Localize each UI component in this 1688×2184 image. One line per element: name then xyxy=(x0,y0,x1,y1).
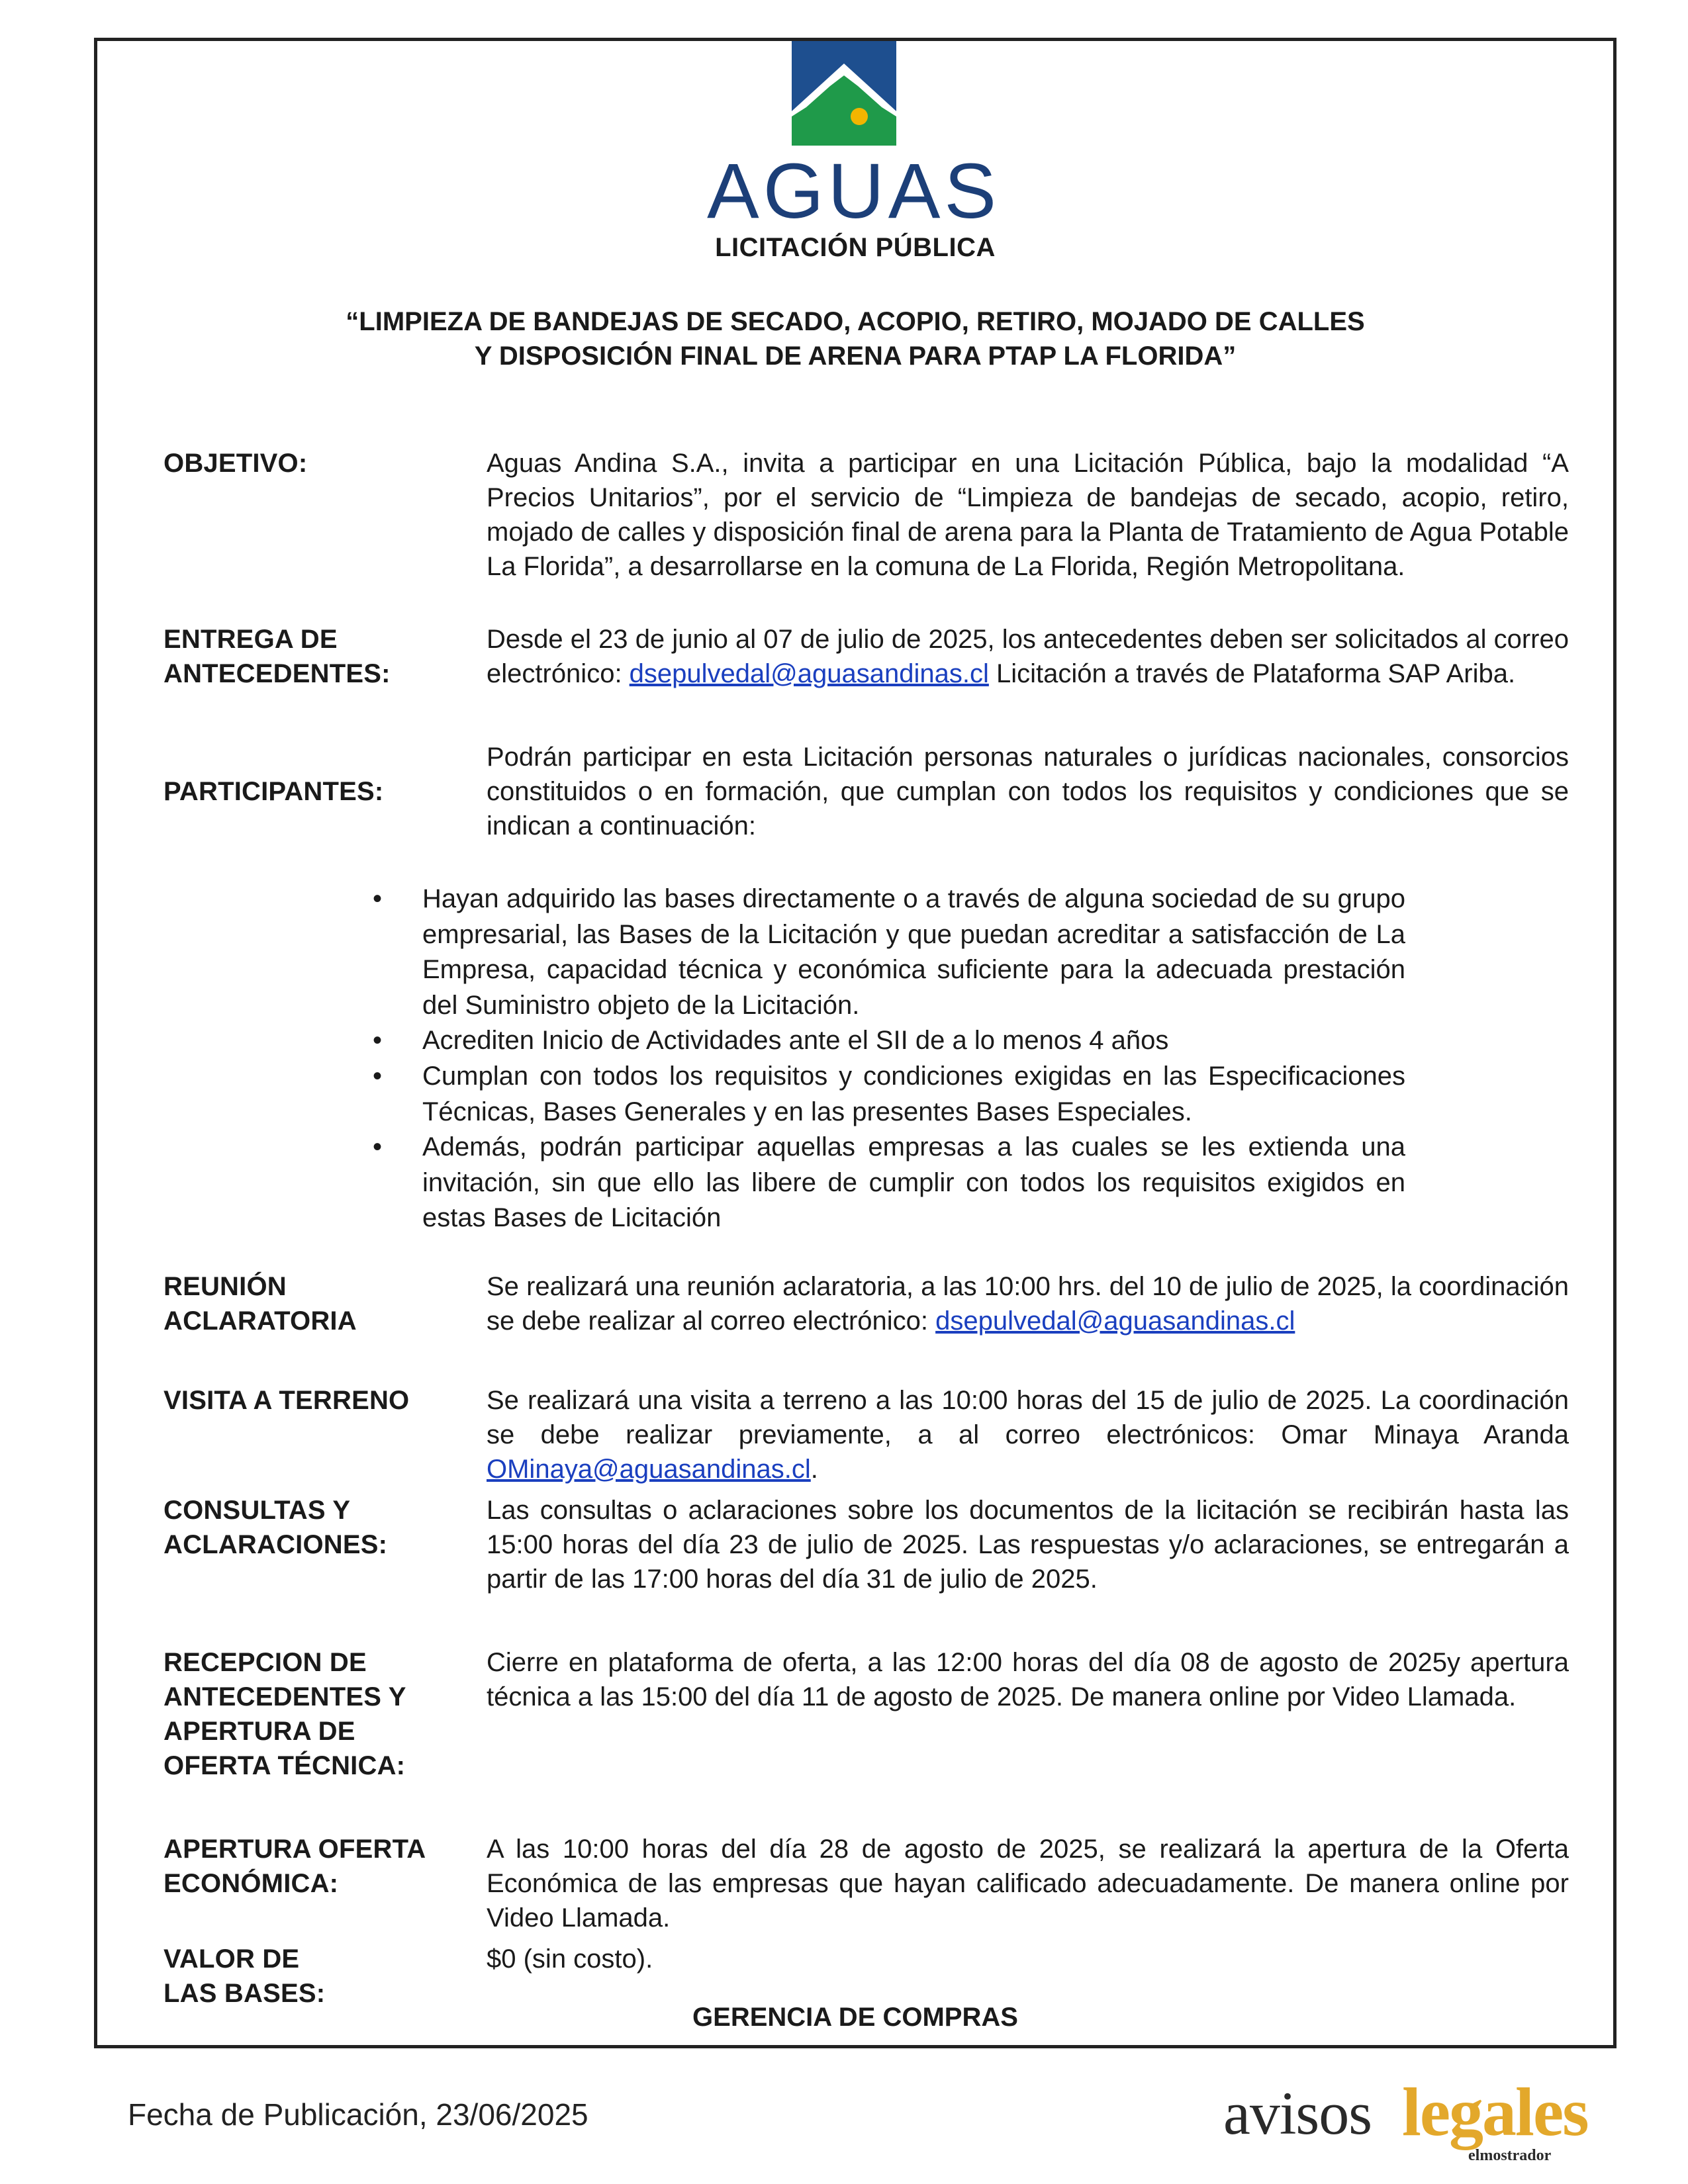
section-label xyxy=(164,1493,468,1562)
label-line: OFERTA TÉCNICA: xyxy=(164,1751,406,1780)
signature: GERENCIA DE COMPRAS xyxy=(692,2003,1018,2032)
section-text: Podrán participar en esta Licitación personas naturales o jurídicas nacionales, consorcios constituidos o en formación, que cumplan con todos los requisitos y condiciones que se indican a continuación: xyxy=(487,743,1569,841)
label-line: PARTICIPANTES: xyxy=(164,777,384,806)
section-label xyxy=(164,1645,468,1783)
section-text: Cierre en plataforma de oferta, a las 12:00 horas del día 08 de agosto de 2025y apertura técnica a las 15:00 del día 11 de agosto de 2025. De manera online por Video Llamada. xyxy=(487,1648,1569,1711)
brand-part-avisos: avisos xyxy=(1223,2079,1372,2147)
text-segment: Se realizará una reunión aclaratoria, a las 10:00 hrs. del 10 de julio de 2025, la coordinación se debe realizar al correo electrónico: xyxy=(487,1272,1569,1336)
publication-date: Fecha de Publicación, 23/06/2025 xyxy=(128,2097,588,2132)
label-line: VALOR DE xyxy=(164,1944,300,1974)
email-link[interactable]: OMinaya@aguasandinas.cl xyxy=(487,1455,811,1484)
section-label xyxy=(164,622,468,691)
section-text xyxy=(487,622,1569,691)
label-line: APERTURA OFERTA xyxy=(164,1835,426,1864)
text-segment: Licitación a través de Plataforma SAP Ariba. xyxy=(988,659,1516,688)
text-segment: Se realizará una visita a terreno a las 10:00 horas del 15 de julio de 2025. La coordinación se debe realizar previamente, a al correo electrónicos: Omar Minaya Aranda xyxy=(487,1386,1569,1449)
email-link[interactable]: dsepulvedal@aguasandinas.cl xyxy=(629,659,989,688)
label-line: REUNIÓN xyxy=(164,1272,287,1301)
email-link[interactable]: dsepulvedal@aguasandinas.cl xyxy=(935,1306,1295,1336)
label-line: ENTREGA DE xyxy=(164,625,338,654)
section-label xyxy=(164,1269,468,1338)
list-item: • Cumplan con todos los requisitos y condiciones exigidas en las Especificaciones Técnicas, Bases Generales y en las presentes Bases Especiales. xyxy=(373,1059,1405,1130)
aguas-logo-mark xyxy=(707,38,985,151)
section-text xyxy=(487,1383,1569,1486)
list-item: • Además, podrán participar aquellas empresas a las cuales se les extienda una invitación, sin que ello las libere de cumplir con todos los requisitos exigidos en estas Bases de Licitación xyxy=(373,1130,1405,1236)
section-text: $0 (sin costo). xyxy=(487,1944,653,1974)
label-line: APERTURA DE xyxy=(164,1717,355,1746)
section-text: A las 10:00 horas del día 28 de agosto de 2025, se realizará la apertura de la Oferta Económica de las empresas que hayan calificado adecuadamente. De manera online por Video Llamada. xyxy=(487,1835,1569,1933)
aguas-logo xyxy=(707,38,1001,235)
section-text: Las consultas o aclaraciones sobre los documentos de la licitación se recibirán hasta las 15:00 horas del día 23 de julio de 2025. Las respuestas y/o aclaraciones, se entregarán a partir de las 17:00 horas del día 31 de julio de 2025. xyxy=(487,1496,1569,1594)
label-line: CONSULTAS Y xyxy=(164,1496,351,1525)
tender-title-line-1: “LIMPIEZA DE BANDEJAS DE SECADO, ACOPIO, RETIRO, MOJADO DE CALLES xyxy=(346,307,1365,336)
text-segment: . xyxy=(810,1455,818,1484)
brand-part-legales: legales xyxy=(1402,2074,1588,2150)
avisos-legales-logo xyxy=(1223,2074,1588,2164)
list-item: • Hayan adquirido las bases directamente o a través de alguna sociedad de su grupo empresarial, las Bases de la Licitación y que puedan acreditar a satisfacción de La Empresa, capacidad técnica y económica suficiente para la adecuada prestación del Suministro objeto de la Licitación. xyxy=(373,882,1405,1023)
label-line: OBJETIVO: xyxy=(164,449,308,478)
label-line: ACLARATORIA xyxy=(164,1306,357,1336)
document-type: LICITACIÓN PÚBLICA xyxy=(715,233,996,262)
label-line: LAS BASES: xyxy=(164,1979,326,2008)
label-line: ANTECEDENTES Y xyxy=(164,1682,406,1711)
section-text xyxy=(487,1269,1569,1338)
brand-part-elmostrador: elmostrador xyxy=(1468,2147,1552,2164)
section-label xyxy=(164,1942,468,2011)
section-label xyxy=(164,446,468,480)
label-line: RECEPCION DE xyxy=(164,1648,367,1677)
section-label xyxy=(164,1832,468,1901)
tender-title-line-2: Y DISPOSICIÓN FINAL DE ARENA PARA PTAP LA FLORIDA” xyxy=(474,341,1237,371)
text-segment: Desde el 23 de junio al 07 de julio de 2025, los antecedentes deben ser solicitados al correo electrónico: xyxy=(487,625,1569,688)
list-item: • Acrediten Inicio de Actividades ante el SII de a lo menos 4 años xyxy=(373,1023,1405,1059)
logo-sun xyxy=(851,108,868,125)
logo-word: AGUAS xyxy=(707,148,1001,235)
label-line: VISITA A TERRENO xyxy=(164,1386,410,1415)
section-text: Aguas Andina S.A., invita a participar en una Licitación Pública, bajo la modalidad “A Precios Unitarios”, por el servicio de “Limpieza de bandejas de secado, acopio, retiro, mojado de calles y disposición final de arena para la Planta de Tratamiento de Agua Potable La Florida”, a desarrollarse en la comuna de La Florida, Región Metropolitana. xyxy=(487,449,1569,581)
label-line: ANTECEDENTES: xyxy=(164,659,391,688)
requirements-list xyxy=(373,882,1405,1236)
tender-title xyxy=(94,304,1617,373)
section-label xyxy=(164,1383,468,1418)
section-label xyxy=(164,774,468,809)
label-line: ACLARACIONES: xyxy=(164,1530,388,1559)
label-line: ECONÓMICA: xyxy=(164,1869,339,1898)
